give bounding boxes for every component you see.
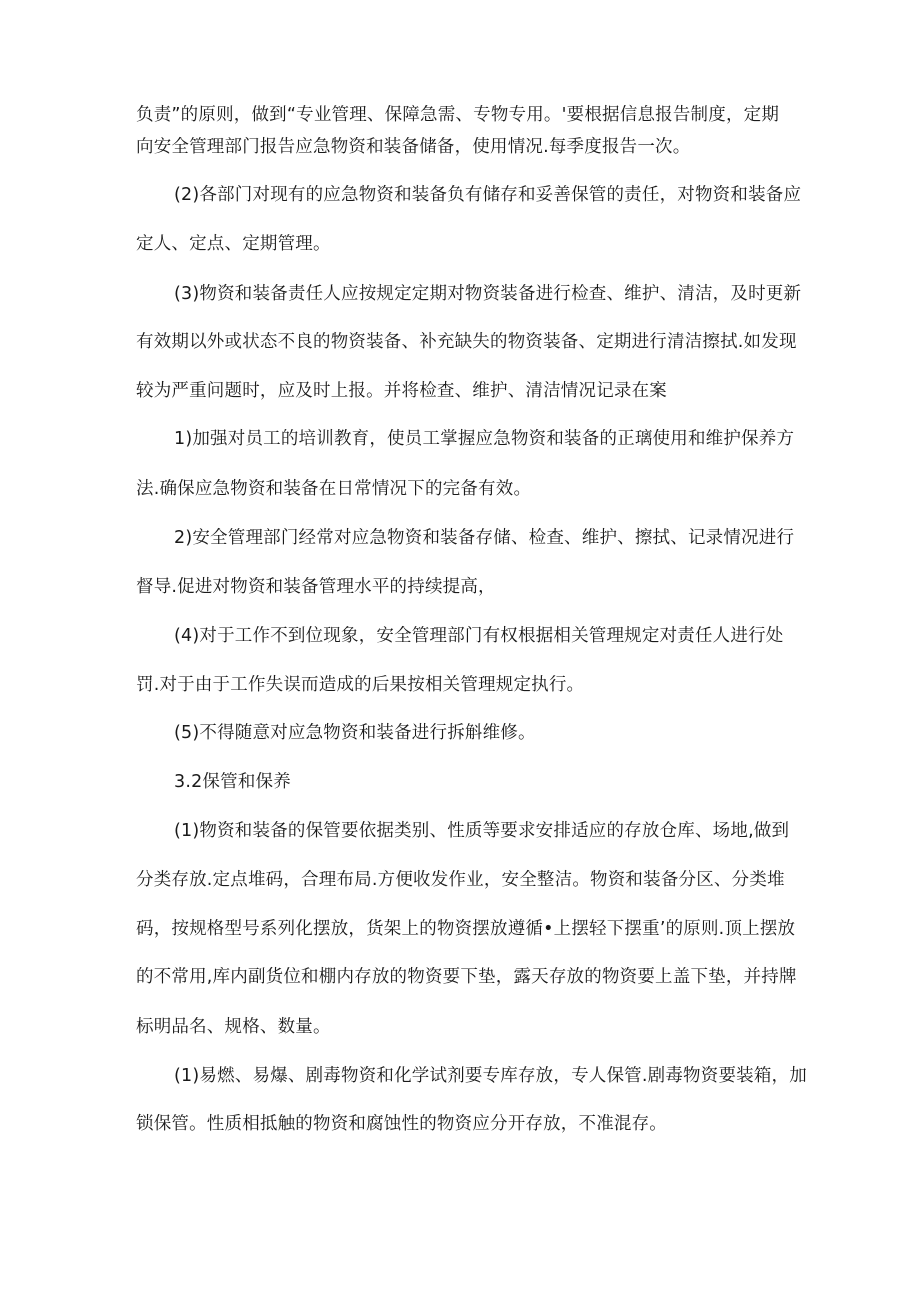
text-line: (3)物资和装备责任人应按规定定期对物资装备进行检查、维护、清洁，及时更新 [174, 284, 802, 304]
text-line: 法.确保应急物资和装备在日常情况下的完备有效。 [136, 479, 532, 499]
text-line: 码，按规格型号系列化摆放，货架上的物资摆放遵循•上摆轻下摆重’的原则.顶上摆放 [136, 919, 796, 939]
text-line: (4)对于工作不到位现象，安全管理部门有权根据相关管理规定对责任人进行处 [174, 626, 784, 646]
text-line: 的不常用,库内副货位和棚内存放的物资要下垫，露天存放的物资要上盖下垫，并持牌 [136, 967, 797, 987]
text-line: (1)易燃、易爆、剧毒物资和化学试剂要专库存放，专人保管.剧毒物资要装箱，加 [174, 1066, 807, 1086]
text-line: 较为严重问题时，应及时上报。并将检查、维护、清洁情况记录在案 [136, 381, 667, 401]
text-line: (5)不得随意对应急物资和装备进行拆斛维修。 [174, 723, 536, 743]
section-heading: 3.2保管和保养 [174, 772, 291, 792]
text-line: 负责”的原则，做到“专业管理、保障急需、专物专用。'要根据信息报告制度，定期 [136, 105, 780, 125]
text-line: (2)各部门对现有的应急物资和装备负有储存和妥善保管的责任，对物资和装备应 [174, 185, 802, 205]
text-line: 督导.促进对物资和装备管理水平的持续提高， [136, 577, 496, 597]
text-line: 定人、定点、定期管理。 [136, 234, 331, 254]
text-line: 罚.对于由于工作失误而造成的后果按相关管理规定执行。 [136, 675, 585, 695]
text-line: 有效期以外或状态不良的物资装备、补充缺失的物资装备、定期进行清洁擦拭.如发现 [136, 332, 797, 352]
text-line: 2)安全管理部门经常对应急物资和装备存储、检查、维护、擦拭、记录情况进行 [174, 528, 795, 548]
text-line: 标明品名、规格、数量。 [136, 1017, 331, 1037]
text-line: 锁保管。性质相抵触的物资和腐蚀性的物资应分开存放，不准混存。 [136, 1114, 667, 1134]
text-line: 分类存放.定点堆码，合理布局.方便收发作业，安全整洁。物资和装备分区、分类堆 [136, 870, 785, 890]
text-line: (1)物资和装备的保管要依据类别、性质等要求安排适应的存放仓库、场地,做到 [174, 821, 790, 841]
text-line: 1)加强对员工的培训教育，使员工掌握应急物资和装备的正璃使用和维护保养方 [174, 429, 795, 449]
text-line: 向安全管理部门报告应急物资和装备储备，使用情况.每季度报告一次。 [136, 137, 691, 157]
